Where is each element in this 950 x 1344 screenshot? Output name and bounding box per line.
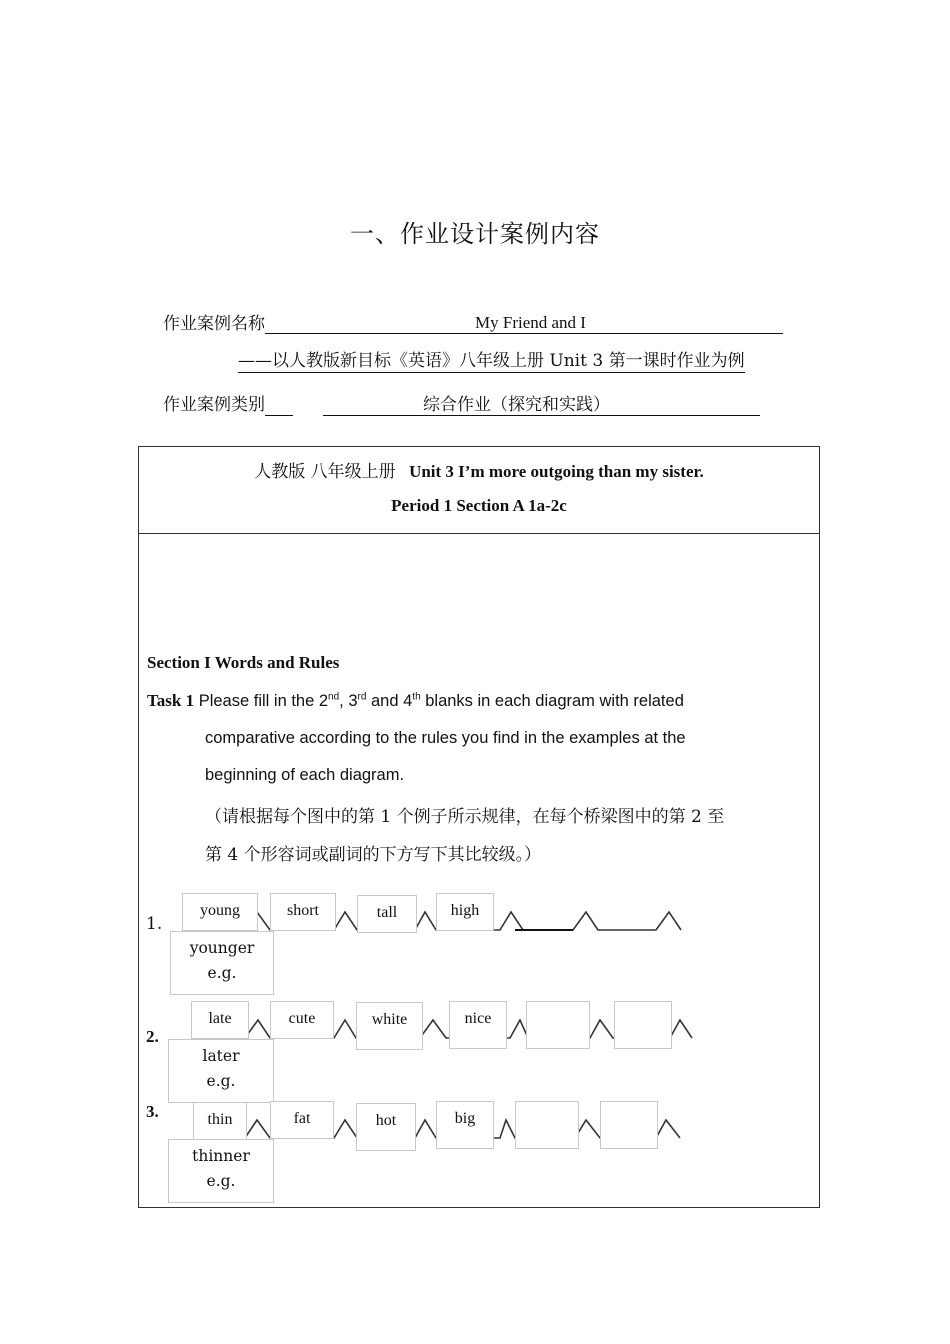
diagram-2-word-3: white — [356, 1002, 423, 1050]
task-sup-th: th — [412, 691, 421, 703]
diagram-2-word-4: nice — [449, 1001, 507, 1049]
diagram-3-word-4: big — [436, 1101, 494, 1149]
case-name-value: My Friend and I — [475, 313, 586, 332]
diagram-3-blank-6 — [600, 1101, 658, 1149]
task-line2: comparative according to the rules you find in the examples at the — [205, 729, 686, 747]
task-cn-line2: 第 4 个形容词或副词的下方写下其比较级。） — [205, 845, 542, 865]
diagram-3-number: 3. — [146, 1102, 159, 1121]
diagram-1-word-2: short — [270, 893, 336, 931]
diagram-1-eg: e.g. — [207, 964, 237, 982]
section-title: Section I Words and Rules — [147, 653, 340, 672]
page-title: 一、作业设计案例内容 — [350, 220, 600, 248]
task-text-b: , 3 — [339, 692, 358, 710]
task-text-c: and 4 — [366, 692, 413, 710]
task-sup-rd: rd — [357, 691, 367, 703]
diagram-2-number: 2. — [146, 1027, 159, 1046]
case-type-label: 作业案例类别 — [163, 395, 265, 415]
task-sup-nd: nd — [328, 691, 340, 703]
diagram-1-number: 1. — [146, 914, 163, 934]
diagram-2-answer: later — [202, 1047, 240, 1065]
task-text-a: Please fill in the 2 — [198, 692, 329, 710]
diagram-2-word-1: late — [191, 1001, 249, 1039]
task-cn-line1: （请根据每个图中的第 1 个例子所示规律，在每个桥梁图中的第 2 至 — [205, 807, 725, 827]
diagram-2-example — [168, 1039, 274, 1103]
case-type-value: 综合作业（探究和实践） — [423, 395, 610, 415]
diagram-2-eg: e.g. — [206, 1072, 236, 1090]
diagram-2-blank-6 — [614, 1001, 672, 1049]
diagram-2-blank-5 — [526, 1001, 590, 1049]
diagram-1-word-1: young — [182, 893, 258, 931]
task-label: Task 1 — [147, 691, 195, 710]
diagram-2-word-2: cute — [270, 1001, 334, 1039]
diagram-1-answer: younger — [189, 939, 255, 957]
case-subtitle: ——以人教版新目标《英语》八年级上册 Unit 3 第一课时作业为例 — [238, 346, 745, 373]
diagram-3-example — [168, 1139, 274, 1203]
diagram-3-word-2: fat — [270, 1101, 334, 1139]
task-text-d: blanks in each diagram with related — [420, 692, 684, 710]
diagram-3-word-1: thin — [193, 1102, 247, 1140]
diagram-3-blank-5 — [515, 1101, 579, 1149]
header-line1-en: Unit 3 I’m more outgoing than my sister. — [409, 462, 704, 481]
diagram-1-example — [170, 931, 274, 995]
diagram-3-word-3: hot — [356, 1103, 416, 1151]
header-line1-cn: 人教版 八年级上册 — [254, 462, 396, 482]
diagram-1-word-4: high — [436, 893, 494, 931]
diagram-1-word-3: tall — [357, 895, 417, 933]
task-line3: beginning of each diagram. — [205, 766, 405, 784]
case-name-label: 作业案例名称 — [163, 314, 265, 334]
diagram-3-eg: e.g. — [206, 1172, 236, 1190]
header-line2: Period 1 Section A 1a-2c — [391, 496, 567, 515]
diagram-3-answer: thinner — [192, 1147, 250, 1165]
